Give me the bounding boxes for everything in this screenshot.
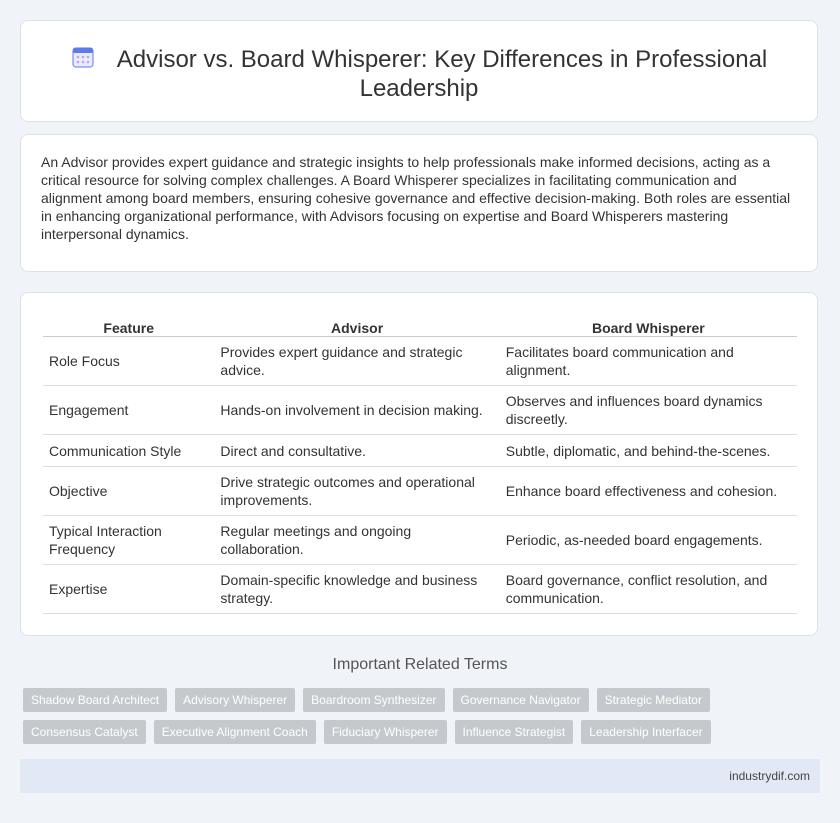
table-cell: Provides expert guidance and strategic advice.	[214, 337, 499, 386]
tag-row	[23, 688, 823, 712]
calendar-icon	[71, 45, 95, 69]
table-cell: Role Focus	[43, 337, 214, 386]
related-term-tag[interactable]: Shadow Board Architect	[23, 688, 167, 712]
header-advisor: Advisor	[214, 315, 499, 337]
related-term-tag[interactable]: Strategic Mediator	[597, 688, 710, 712]
table-cell: Drive strategic outcomes and operational improvements.	[214, 467, 499, 516]
related-term-tag[interactable]: Influence Strategist	[455, 720, 574, 744]
related-term-tag[interactable]: Boardroom Synthesizer	[303, 688, 444, 712]
page-title-wrap	[21, 45, 817, 103]
page-title: Advisor vs. Board Whisperer: Key Differences in Professional Leadership	[116, 46, 768, 102]
header-feature: Feature	[43, 315, 214, 337]
related-term-tag[interactable]: Leadership Interfacer	[581, 720, 710, 744]
related-term-tag[interactable]: Governance Navigator	[453, 688, 589, 712]
table-cell: Direct and consultative.	[214, 435, 499, 467]
table-header-row	[43, 315, 797, 337]
related-terms-list	[23, 688, 823, 752]
related-term-tag[interactable]: Consensus Catalyst	[23, 720, 146, 744]
comparison-table	[43, 315, 797, 614]
related-term-tag[interactable]: Advisory Whisperer	[175, 688, 295, 712]
table-cell: Regular meetings and ongoing collaboration.	[214, 516, 499, 565]
comparison-card	[20, 292, 818, 636]
table-row	[43, 565, 797, 614]
table-row	[43, 435, 797, 467]
table-cell: Enhance board effectiveness and cohesion.	[500, 467, 797, 516]
table-row	[43, 386, 797, 435]
summary-card	[20, 134, 818, 272]
summary-text: An Advisor provides expert guidance and strategic insights to help professionals make informed decisions, acting as a critical resource for solving complex challenges. A Board Whisperer specializes in facilitating communication and alignment among board members, ensuring cohesive governance and effective decision-making. Both roles are essential in enhancing organizational performance, with Advisors focusing on expertise and Board Whisperers mastering interpersonal dynamics.	[41, 154, 791, 242]
related-term-tag[interactable]: Executive Alignment Coach	[154, 720, 316, 744]
table-cell: Subtle, diplomatic, and behind-the-scenes.	[500, 435, 797, 467]
tag-row	[23, 720, 823, 744]
table-cell: Board governance, conflict resolution, and communication.	[500, 565, 797, 614]
table-cell: Facilitates board communication and alignment.	[500, 337, 797, 386]
related-term-tag[interactable]: Fiduciary Whisperer	[324, 720, 447, 744]
footer	[20, 759, 820, 793]
table-row	[43, 467, 797, 516]
table-cell: Observes and influences board dynamics discreetly.	[500, 386, 797, 435]
table-row	[43, 337, 797, 386]
footer-site[interactable]: industrydif.com	[729, 769, 810, 783]
table-cell: Objective	[43, 467, 214, 516]
title-card	[20, 20, 818, 122]
table-cell: Typical Interaction Frequency	[43, 516, 214, 565]
table-cell: Domain-specific knowledge and business strategy.	[214, 565, 499, 614]
table-cell: Engagement	[43, 386, 214, 435]
related-terms-heading: Important Related Terms	[332, 656, 508, 673]
table-cell: Hands-on involvement in decision making.	[214, 386, 499, 435]
table-cell: Communication Style	[43, 435, 214, 467]
table-row	[43, 516, 797, 565]
table-cell: Periodic, as-needed board engagements.	[500, 516, 797, 565]
table-cell: Expertise	[43, 565, 214, 614]
header-board-whisperer: Board Whisperer	[500, 315, 797, 337]
